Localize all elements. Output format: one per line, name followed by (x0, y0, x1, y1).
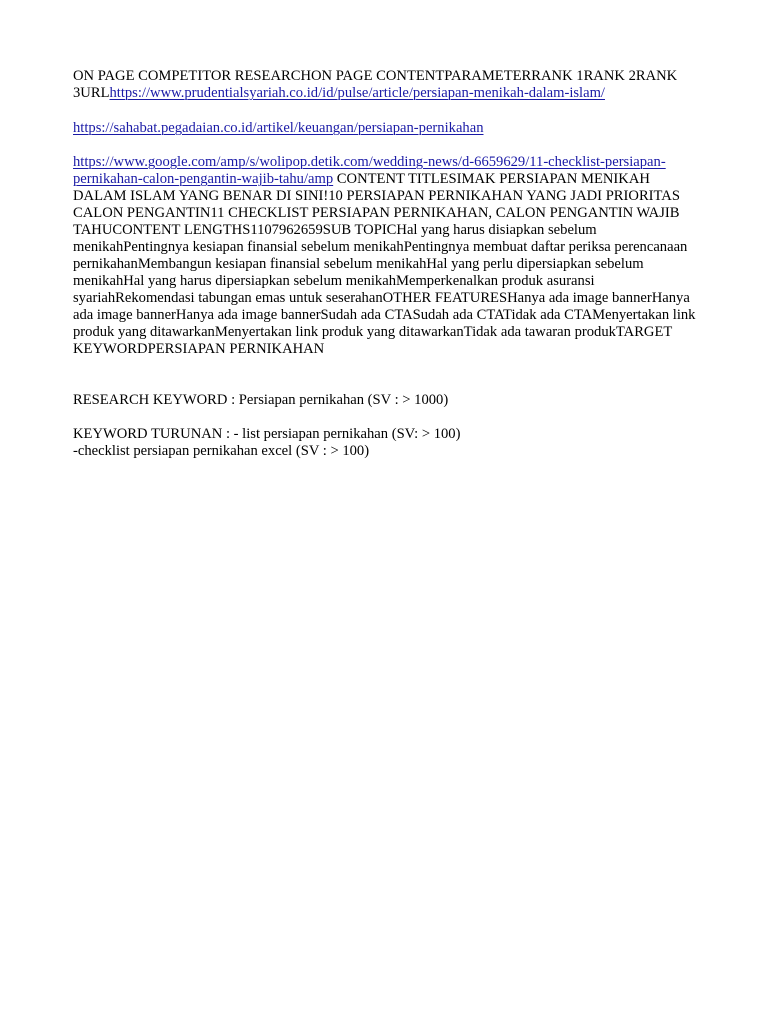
spacer (73, 358, 698, 392)
spacer (73, 137, 698, 154)
spacer (73, 102, 698, 120)
research-header-paragraph (73, 68, 698, 102)
spacer (73, 409, 698, 426)
pegadaian-link[interactable]: https://sahabat.pegadaian.co.id/artikel/keuangan/persiapan-pernikahan (73, 120, 484, 136)
keyword-turunan-line-1: KEYWORD TURUNAN : - list persiapan pernikahan (SV: > 100) (73, 426, 461, 442)
document-body (73, 68, 698, 460)
competitor-details-paragraph (73, 154, 698, 358)
pegadaian-link-paragraph (73, 120, 698, 137)
keyword-turunan-line-2: -checklist persiapan pernikahan excel (SV : > 100) (73, 443, 370, 459)
competitor-details-text: CONTENT TITLESIMAK PERSIAPAN MENIKAH DALAM ISLAM YANG BENAR DI SINI!10 PERSIAPAN PERNIKAHAN YANG JADI PRIORITAS CALON PENGANTIN11 CHECKLIST PERSIAPAN PERNIKAHAN, CALON PENGANTIN WAJIB TAHUCONTENT LENGTHS1107962659SUB TOPICHal yang harus disiapkan sebelum menikahPentingnya kesiapan finansial sebelum menikahPentingnya membuat daftar periksa perencanaan pernikahanMembangun kesiapan finansial sebelum menikahHal yang perlu dipersiapkan sebelum menikahHal yang harus dipersiapkan sebelum menikahMemperkenalkan produk asuransi syariahRekomendasi tabungan emas untuk seserahanOTHER FEATURESHanya ada image bannerHanya ada image bannerHanya ada image bannerSudah ada CTASudah ada CTATidak ada CTAMenyertakan link produk yang ditawarkanMenyertakan link produk yang ditawarkanTidak ada tawaran produkTARGET KEYWORDPERSIAPAN PERNIKAHAN (73, 171, 696, 357)
wolipop-detik-link[interactable]: https://www.google.com/amp/s/wolipop.detik.com/wedding-news/d-6659629/11-checklist-persiapan-pernikahan-calon-pengantin-wajib-tahu/amp (73, 154, 666, 187)
prudential-syariah-link[interactable]: https://www.prudentialsyariah.co.id/id/pulse/article/persiapan-menikah-dalam-islam/ (109, 85, 605, 101)
research-header-text: ON PAGE COMPETITOR RESEARCHON PAGE CONTENTPARAMETERRANK 1RANK 2RANK 3URL (73, 68, 678, 101)
research-keyword-paragraph: RESEARCH KEYWORD : Persiapan pernikahan (SV : > 1000) (73, 392, 449, 408)
